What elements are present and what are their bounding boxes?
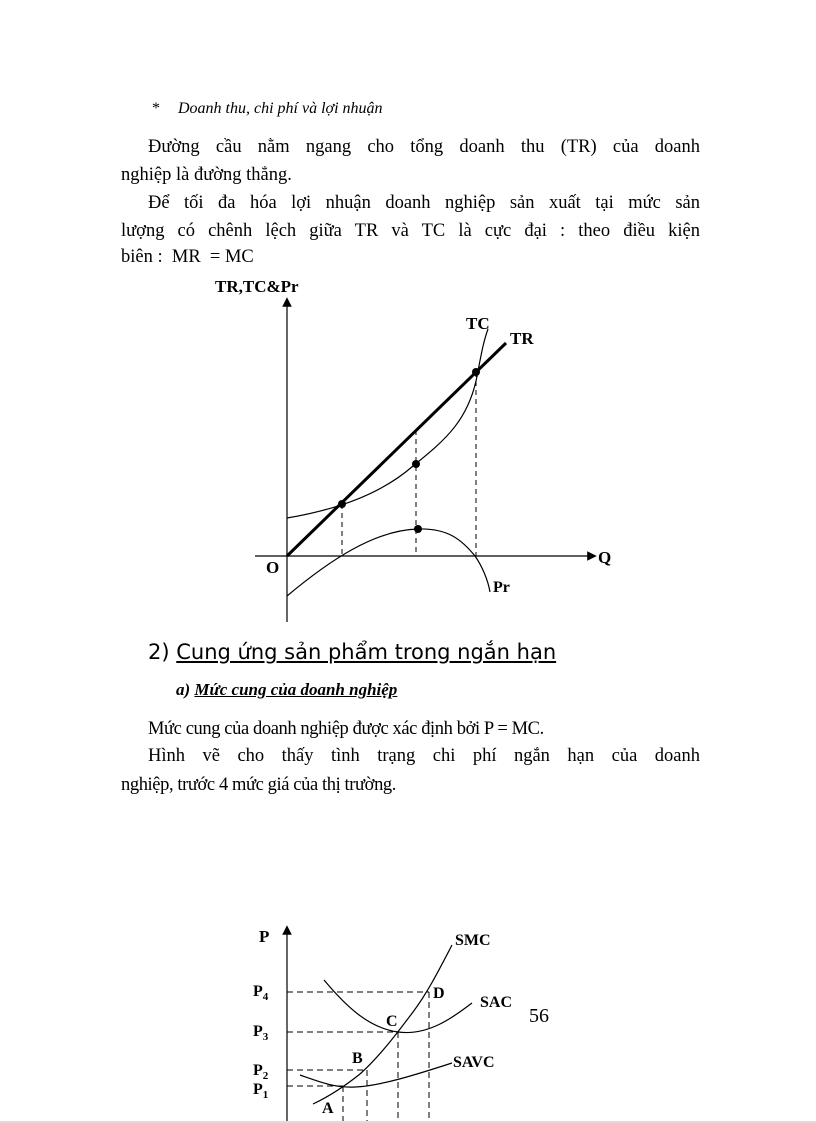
sac-label: SAC (480, 994, 513, 1011)
paragraph-1-line-1: Đường cầu nằm ngang cho tổng doanh thu (TR) của doanh (148, 137, 700, 157)
p2-label: $P_2$ (253, 1062, 269, 1082)
savc-label: SAVC (453, 1054, 495, 1071)
page-number: 56 (529, 1005, 549, 1027)
origin-label: O (266, 558, 280, 577)
figure-short-run-costs (0, 920, 816, 1123)
tc-point-at-max-profit (412, 460, 420, 468)
max-profit-point (414, 525, 422, 533)
smc-curve (313, 945, 452, 1104)
p1-label: $P_1$ (253, 1081, 269, 1101)
section-2-number: 2) (148, 640, 170, 664)
p-axis-label: P (259, 927, 270, 946)
paragraph-2-line-3: biên : MR = MC (121, 247, 254, 267)
section-2-heading (148, 638, 556, 666)
tr-tc-intersection-low (338, 500, 346, 508)
section-note (152, 98, 383, 120)
figure-tr-tc-profit (0, 270, 816, 630)
paragraph-1-line-2: nghiệp là đường thẳng. (121, 165, 292, 185)
paragraph-3-line-1: Mức cung của doanh nghiệp được xác định bởi P = MC. (148, 719, 544, 739)
tr-tc-intersection-high (472, 368, 480, 376)
point-d-label: D (433, 985, 445, 1002)
profit-curve (287, 529, 490, 596)
tr-label: TR (510, 329, 534, 348)
tr-line (287, 343, 506, 556)
bullet: * (152, 100, 160, 117)
subsection-a-title: Mức cung của doanh nghiệp (194, 680, 398, 699)
subsection-a-prefix: a) (176, 680, 191, 699)
sac-curve (324, 980, 472, 1033)
x-axis-label: Q (598, 548, 612, 567)
point-a-label: A (322, 1100, 334, 1117)
smc-label: SMC (455, 932, 491, 949)
subsection-a-heading (176, 680, 397, 700)
tc-label: TC (466, 314, 490, 333)
section-note-title: Doanh thu, chi phí và lợi nhuận (178, 100, 383, 117)
tc-curve (287, 329, 488, 518)
p3-label: $P_3$ (253, 1023, 269, 1043)
paragraph-4-line-1: Hình vẽ cho thấy tình trạng chi phí ngắn hạn của doanh (148, 746, 700, 766)
pr-label: Pr (493, 579, 510, 596)
section-2-title: Cung ứng sản phẩm trong ngắn hạn (176, 640, 557, 664)
paragraph-2-line-1: Để tối đa hóa lợi nhuận doanh nghiệp sản xuất tại mức sản (148, 193, 700, 213)
paragraph-2-line-2: lượng có chênh lệch giữa TR và TC là cực đại : theo điều kiện (121, 221, 700, 241)
point-c-label: C (386, 1013, 398, 1030)
y-axis-label: TR,TC&Pr (215, 277, 299, 296)
paragraph-4-line-2: nghiệp, trước 4 mức giá của thị trường. (121, 775, 396, 795)
point-b-label: B (352, 1050, 363, 1067)
p4-label: $P_4$ (253, 983, 269, 1003)
